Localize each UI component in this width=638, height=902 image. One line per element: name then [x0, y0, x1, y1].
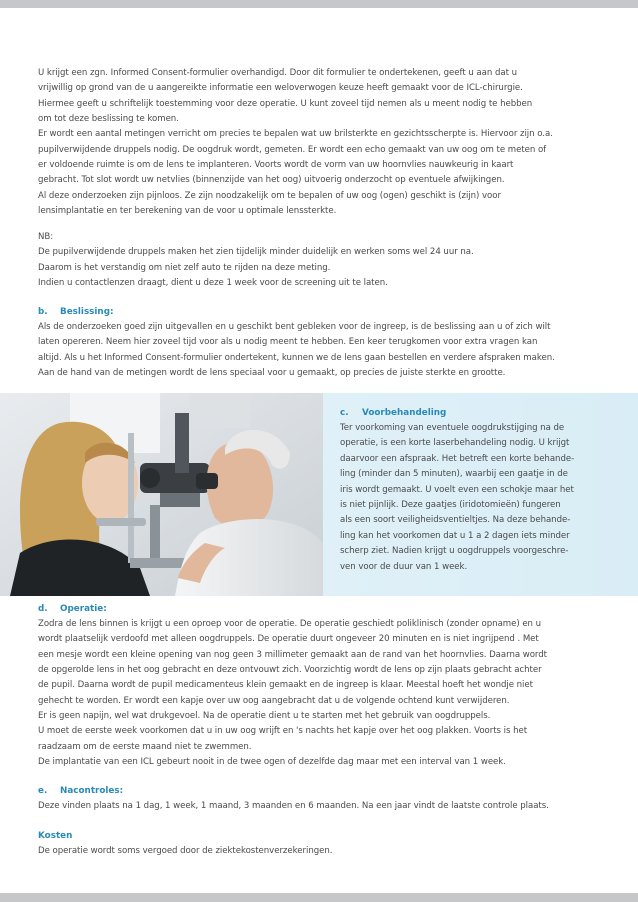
body-line: iris wordt gemaakt. U voelt even een schokje maar het	[340, 484, 574, 495]
body-line: de pupil. Daarna wordt de pupil medicamenteus klein gemaakt en de ingreep is klaar. Meestal hoeft het wondje niet	[38, 680, 533, 691]
section-heading	[38, 305, 604, 320]
nb-paragraph	[38, 230, 604, 291]
section-heading	[38, 784, 604, 799]
section-nacontroles	[38, 784, 604, 814]
intro-paragraph	[38, 66, 604, 219]
body-line: daarvoor een afspraak. Het betreft een korte behande-	[340, 453, 575, 464]
body-line: Aan de hand van de metingen wordt de lens speciaal voor u gemaakt, op precies de juiste sterkte en grootte.	[38, 368, 506, 379]
section-title: Operatie:	[60, 604, 107, 614]
body-line: Als de onderzoeken goed zijn uitgevallen en u geschikt bent gebleken voor de ingreep, is de beslissing aan u of zich wilt	[38, 322, 551, 332]
intro-line: Hiermee geeft u schriftelijk toestemming voor deze operatie. U kunt zoveel tijd nemen als u meent nodig te hebben	[38, 98, 533, 109]
top-bar	[0, 0, 638, 8]
body-line: is niet pijnlijk. Deze gaatjes (iridotomieën) fungeren	[340, 500, 561, 511]
intro-line: U krijgt een zgn. Informed Consent-formulier overhandigd. Door dit formulier te ondertekenen, geeft u aan dat u	[38, 68, 517, 78]
body-line: raadzaam om de eerste maand niet te zwemmen.	[38, 741, 252, 752]
body-line: De implantatie van een ICL gebeurt nooit in de twee ogen of dezelfde dag maar met een interval van 1 week.	[38, 757, 506, 768]
body-line: ling kan het voorkomen dat u 1 a 2 dagen iets minder	[340, 530, 570, 541]
body-line: De operatie wordt soms vergoed door de ziektekostenverzekeringen.	[38, 846, 333, 856]
body-line: de opgerolde lens in het oog gebracht en deze ontvouwt zich. Voorzichtig wordt de lens op zijn plaats gebracht achter	[38, 665, 542, 676]
nb-section	[38, 230, 604, 291]
intro-line: Er wordt een aantal metingen verricht om precies te bepalen wat uw brilsterkte en gezichtsscherpte is. Hiervoor zijn o.a.	[38, 129, 553, 140]
body-line: Zodra de lens binnen is krijgt u een oproep voor de operatie. De operatie geschiedt poliklinisch (zonder opname) en u	[38, 619, 542, 629]
intro-section	[38, 66, 604, 219]
body-line: operatie, is een korte laserbehandeling nodig. U krijgt	[340, 438, 570, 449]
body-line: Deze vinden plaats na 1 dag, 1 week, 1 maand, 3 maanden en 6 maanden. Na een jaar vindt de laatste controle plaats.	[38, 801, 549, 811]
intro-line: er voldoende ruimte is om de lens te implanteren. Voorts wordt de vorm van uw hoornvlies nauwkeurig in kaart	[38, 160, 514, 171]
body-line: Er is geen napijn, wel wat drukgevoel. Na de operatie dient u te starten met het gebruik van oogdruppels.	[38, 711, 491, 722]
intro-line: Al deze onderzoeken zijn pijnloos. Ze zijn noodzakelijk om te bepalen of uw oog (ogen) geschikt is (zijn) voor	[38, 190, 501, 201]
section-body	[38, 617, 604, 770]
nb-line: Indien u contactlenzen draagt, dient u deze 1 week voor de screening uit te laten.	[38, 278, 388, 289]
eye-exam-photo	[0, 393, 323, 596]
section-heading	[340, 406, 622, 421]
intro-line: pupilverwijdende druppels nodig. De oogdruk wordt, gemeten. Er wordt een echo gemaakt van uw oog om te meten of	[38, 144, 547, 155]
section-letter: d.	[38, 604, 48, 614]
section-title: Nacontroles:	[60, 786, 124, 796]
intro-line: vrijwillig op grond van de u aangereikte informatie een weloverwogen keuze heeft gemaakt voor de ICL-chirurgie.	[38, 83, 523, 94]
section-title: Voorbehandeling	[362, 408, 447, 418]
section-kosten	[38, 829, 604, 859]
intro-line: om tot deze beslissing te komen.	[38, 114, 179, 125]
body-line: Ter voorkoming van eventuele oogdrukstijging na de	[340, 423, 565, 433]
body-line: altijd. Als u het Informed Consent-formulier ondertekent, kunnen we de lens gaan bestellen en verdere afspraken maken.	[38, 352, 555, 363]
section-title: Beslissing:	[60, 307, 114, 317]
section-body	[340, 421, 622, 575]
body-line: wordt plaatselijk verdoofd met alleen oogdruppels. De operatie duurt ongeveer 20 minuten en is niet ingrijpend . Met	[38, 634, 539, 645]
section-letter: c.	[340, 408, 349, 418]
section-letter: e.	[38, 786, 48, 796]
body-line: ling (minder dan 5 minuten), waarbij een gaatje in de	[340, 469, 568, 480]
intro-line: gebracht. Tot slot wordt uw netvlies (binnenzijde van het oog) uitvoerig onderzocht op eventuele afwijkingen.	[38, 175, 505, 186]
section-heading	[38, 602, 604, 617]
section-operatie	[38, 602, 604, 770]
body-line: een mesje wordt een kleine opening van nog geen 3 millimeter gemaakt aan de rand van het hoornvlies. Daarna wordt	[38, 649, 547, 660]
body-line: scherp ziet. Nadien krijgt u oogdruppels voorgeschre-	[340, 546, 569, 557]
eye-exam-illustration	[0, 393, 323, 596]
body-line: laten opereren. Neem hier zoveel tijd voor als u nodig meent te hebben. Een keer terugkomen voor extra vragen kan	[38, 337, 538, 348]
section-beslissing	[38, 305, 604, 381]
body-line: U moet de eerste week voorkomen dat u in uw oog wrijft en 's nachts het kapje over het oog plakken. Voorts is het	[38, 726, 528, 737]
section-voorbehandeling	[340, 406, 622, 575]
body-line: ven voor de duur van 1 week.	[340, 561, 468, 572]
section-body	[38, 799, 604, 814]
nb-line: Daarom is het verstandig om niet zelf auto te rijden na deze meting.	[38, 262, 331, 273]
section-letter: b.	[38, 307, 48, 317]
section-body	[38, 844, 604, 859]
section-heading: Kosten	[38, 831, 73, 841]
body-line: als een soort veiligheidsventieltjes. Na deze behande-	[340, 515, 571, 526]
body-line: gehecht te worden. Er wordt een kapje over uw oog aangebracht dat u de volgende ochtend kunt verwijderen.	[38, 695, 510, 706]
nb-title: NB:	[38, 232, 54, 242]
nb-line: De pupilverwijdende druppels maken het zien tijdelijk minder duidelijk en werken soms wel 24 uur na.	[38, 247, 474, 258]
intro-line: lensimplantatie en ter berekening van de voor u optimale lenssterkte.	[38, 206, 337, 217]
section-body	[38, 320, 604, 381]
bottom-bar	[0, 893, 638, 902]
